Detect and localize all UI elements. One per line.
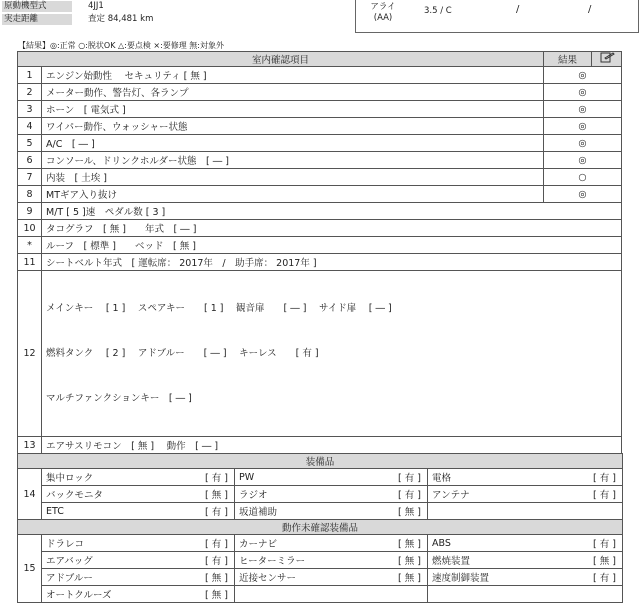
inspection-row <box>18 203 622 220</box>
engine-type-label: 原動機型式 <box>2 1 72 12</box>
equipment-value: [ 有 ] <box>172 469 235 486</box>
inspection-row <box>18 254 622 271</box>
row-number: 15 <box>18 535 42 603</box>
row-number: 7 <box>18 169 42 186</box>
result-mark: ◎ <box>544 186 622 203</box>
inspection-item: メーター動作、警告灯、各ランプ <box>42 84 544 101</box>
equipment-value: [ 有 ] <box>558 469 623 486</box>
row-number: 13 <box>18 437 42 454</box>
inspection-item: 内装 [ 土埃 ] <box>42 169 544 186</box>
equipment-value: [ 無 ] <box>172 486 235 503</box>
inspection-item: エンジン始動性 セキュリティ [ 無 ] <box>42 67 544 84</box>
inspection-row <box>18 220 622 237</box>
equipment-name: ETC <box>42 503 172 520</box>
inspection-item: A/C [ ― ] <box>42 135 544 152</box>
equipment-name: PW <box>235 469 365 486</box>
inspection-item: コンソール、ドリンクホルダー状態 [ ― ] <box>42 152 544 169</box>
equipment-value: [ 無 ] <box>365 535 428 552</box>
air-suspension-row: エアサスリモコン [ 無 ] 動作 [ ― ] <box>42 437 622 454</box>
equipment-value: [ 有 ] <box>172 535 235 552</box>
equipment-name: ABS <box>428 535 558 552</box>
equipment-row <box>18 535 623 552</box>
equipment-name: ヒーターミラー <box>235 552 365 569</box>
equipment-name: 電格 <box>428 469 558 486</box>
equipment-value: [ 無 ] <box>172 569 235 586</box>
equipment-value: [ 無 ] <box>365 569 428 586</box>
inspection-row <box>18 186 622 203</box>
row-number: * <box>18 237 42 254</box>
equipment-name: 近接センサー <box>235 569 365 586</box>
inspection-row <box>18 118 622 135</box>
multi-key-line: マルチファンクションキー [ ― ] <box>46 393 192 404</box>
alignment-value: 3.5 / C <box>424 6 452 16</box>
equipment-value: [ 無 ] <box>558 552 623 569</box>
equipment-name: カーナビ <box>235 535 365 552</box>
fuel-tank-line: 燃料タンク [ 2 ] アドブルー [ ― ] キーレス [ 有 ] <box>46 348 319 359</box>
equipment-name: 坂道補助 <box>235 503 365 520</box>
row-number: 2 <box>18 84 42 101</box>
equipment-value: [ 有 ] <box>172 503 235 520</box>
equipment-name: 燃焼装置 <box>428 552 558 569</box>
alignment-slash: / <box>588 4 592 15</box>
inspection-item: ホーン [ 電気式 ] <box>42 101 544 118</box>
equipment-value: [ 無 ] <box>172 586 235 603</box>
inspection-item: タコグラフ [ 無 ] 年式 [ ― ] <box>42 220 622 237</box>
equipment-name: 集中ロック <box>42 469 172 486</box>
result-mark: ◎ <box>544 84 622 101</box>
equipment-row <box>18 569 623 586</box>
equipment-name: アドブルー <box>42 569 172 586</box>
inspection-row <box>18 135 622 152</box>
result-mark: ◎ <box>544 118 622 135</box>
inspection-row <box>18 169 622 186</box>
mileage-label: 実走距離 <box>2 14 72 25</box>
result-mark: ◎ <box>544 135 622 152</box>
equipment-row <box>18 503 623 520</box>
row-number: 1 <box>18 67 42 84</box>
row-number: 9 <box>18 203 42 220</box>
equipment-value: [ 有 ] <box>172 552 235 569</box>
equipment-name: エアバッグ <box>42 552 172 569</box>
result-mark: ◎ <box>544 152 622 169</box>
equipment-name: ラジオ <box>235 486 365 503</box>
result-header: 結果 <box>544 52 592 67</box>
engine-type-value: 4JJ1 <box>88 1 104 11</box>
equipment-name <box>235 586 365 603</box>
equipment-name <box>428 586 558 603</box>
equipment-row <box>18 586 623 603</box>
equipment-name: オートクルーズ <box>42 586 172 603</box>
result-legend: 【結果】◎:正常 ○:脱状OK △:要点検 ×:要修理 無:対象外 <box>18 41 225 50</box>
equipment-value: [ 無 ] <box>365 503 428 520</box>
vehicle-info-header <box>0 0 640 34</box>
equipment-value: [ 無 ] <box>365 552 428 569</box>
equipment-name: 速度制御装置 <box>428 569 558 586</box>
equipment-value: [ 有 ] <box>558 486 623 503</box>
inspection-row <box>18 101 622 118</box>
equipment-value: [ 有 ] <box>365 469 428 486</box>
row-number: 11 <box>18 254 42 271</box>
result-mark: ◎ <box>544 101 622 118</box>
result-mark: ○ <box>544 169 622 186</box>
equipment-value: [ 有 ] <box>365 486 428 503</box>
equipment-value <box>558 503 623 520</box>
equipment-row <box>18 552 623 569</box>
row-number: 5 <box>18 135 42 152</box>
inspection-row <box>18 237 622 254</box>
alignment-slash: / <box>516 4 520 15</box>
row-number: 10 <box>18 220 42 237</box>
row-number: 6 <box>18 152 42 169</box>
equipment-title: 装備品 <box>18 454 623 469</box>
mileage-value: 査定 84,481 km <box>88 14 154 24</box>
inspection-item: M/T [ 5 ]速 ペダル数 [ 3 ] <box>42 203 622 220</box>
equipment-name: アンテナ <box>428 486 558 503</box>
unconfirmed-title: 動作未確認装備品 <box>18 520 623 535</box>
equipment-name: バックモニタ <box>42 486 172 503</box>
row-number: 4 <box>18 118 42 135</box>
inspection-item: MTギア入り抜け <box>42 186 544 203</box>
section-title: 室内確認項目 <box>18 52 544 67</box>
equipment-value <box>365 586 428 603</box>
inspection-item: ルーフ [ 標準 ] ベッド [ 無 ] <box>42 237 622 254</box>
equipment-value: [ 有 ] <box>558 535 623 552</box>
row-number: 14 <box>18 469 42 520</box>
result-mark: ◎ <box>544 67 622 84</box>
equipment-row <box>18 469 623 486</box>
inspection-item: ワイパー動作、ウォッシャー状態 <box>42 118 544 135</box>
inspection-table <box>17 51 622 603</box>
equipment-value: [ 有 ] <box>558 569 623 586</box>
equipment-value <box>558 586 623 603</box>
key-info-line: メインキー [ 1 ] スペアキー [ 1 ] 観音扉 [ ― ] サイド扉 [ ― ] <box>46 303 392 314</box>
inspection-row <box>18 84 622 101</box>
row-number: 12 <box>18 271 42 437</box>
edit-icon[interactable] <box>592 52 622 67</box>
row-number: 3 <box>18 101 42 118</box>
equipment-row <box>18 486 623 503</box>
alignment-label: アライ (AA) <box>370 2 396 23</box>
inspection-row <box>18 152 622 169</box>
row-number: 8 <box>18 186 42 203</box>
inspection-row <box>18 67 622 84</box>
equipment-name <box>428 503 558 520</box>
equipment-name: ドラレコ <box>42 535 172 552</box>
inspection-item: シートベルト年式 [ 運転席： 2017年 / 助手席： 2017年 ] <box>42 254 622 271</box>
